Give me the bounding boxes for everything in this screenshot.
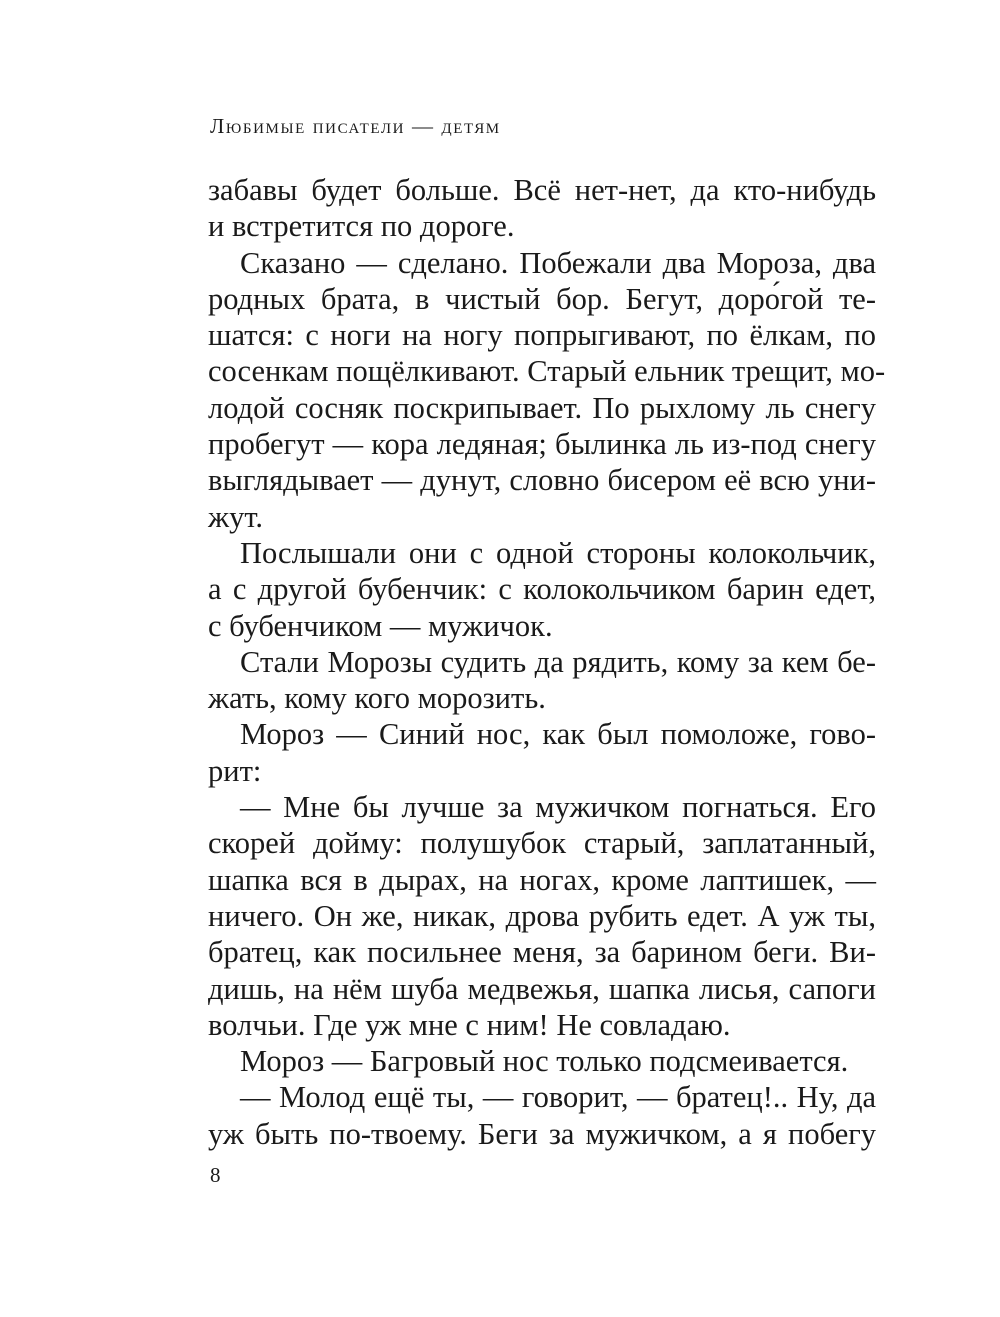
text-line: сосенкам пощёлкивают. Старый ельник трещит, мо- xyxy=(208,354,886,389)
text-line: ничего. Он же, никак, дрова рубить едет. А уж ты, xyxy=(208,898,876,933)
text-line: Мороз — Синий нос, как был помоложе, гово- xyxy=(240,717,876,752)
text-line: рит: xyxy=(208,753,262,788)
text-line: Стали Морозы судить да рядить, кому за кем бе- xyxy=(240,644,876,679)
text-line: жать, кому кого морозить. xyxy=(208,681,546,716)
text-line: а с другой бубенчик: с колокольчиком барин едет, xyxy=(208,572,876,607)
text-line: Послышали они с одной стороны колокольчик, xyxy=(240,535,876,570)
text-line: уж быть по-твоему. Беги за мужичком, а я побегу xyxy=(208,1116,876,1151)
text-line: лодой сосняк поскрипывает. По рыхлому ль снегу xyxy=(208,390,876,425)
text-line: пробегут — кора ледяная; былинка ль из-под снегу xyxy=(208,427,876,462)
text-line: шапка вся в дырах, на ногах, кроме лаптишек, — xyxy=(208,862,876,897)
text-line: забавы будет больше. Всё нет-нет, да кто-нибудь xyxy=(208,173,876,207)
text-line: шатся: с ноги на ногу попрыгивают, по ёлкам, по xyxy=(208,318,876,353)
page-number: 8 xyxy=(210,1163,221,1187)
text-line: — Молод ещё ты, — говорит, — братец!.. Ну, да xyxy=(240,1080,876,1115)
body-text xyxy=(208,172,886,1152)
text-line: и встретится по дороге. xyxy=(208,209,515,244)
running-header: Любимые писатели — детям xyxy=(210,114,501,138)
text-line: Сказано — сделано. Побежали два Мороза, два xyxy=(240,245,876,280)
text-line: скорей дойму: полушубок старый, заплатанный, xyxy=(208,826,876,861)
text-line: жут. xyxy=(208,499,263,534)
text-line: Мороз — Багровый нос только подсмеивается. xyxy=(240,1044,849,1079)
text-line: с бубенчиком — мужичок. xyxy=(208,608,553,643)
text-line: родных брата, в чистый бор. Бегут, доро́гой те- xyxy=(208,281,876,316)
text-line: — Мне бы лучше за мужичком погнаться. Его xyxy=(240,790,876,825)
text-line: выглядывает — дунут, словно бисером её всю уни- xyxy=(208,463,876,498)
text-line: волчьи. Где уж мне с ним! Не совладаю. xyxy=(208,1007,731,1042)
text-line: братец, как посильнее меня, за барином беги. Ви- xyxy=(208,935,876,970)
text-line: дишь, на нём шуба медвежья, шапка лисья, сапоги xyxy=(208,971,876,1006)
